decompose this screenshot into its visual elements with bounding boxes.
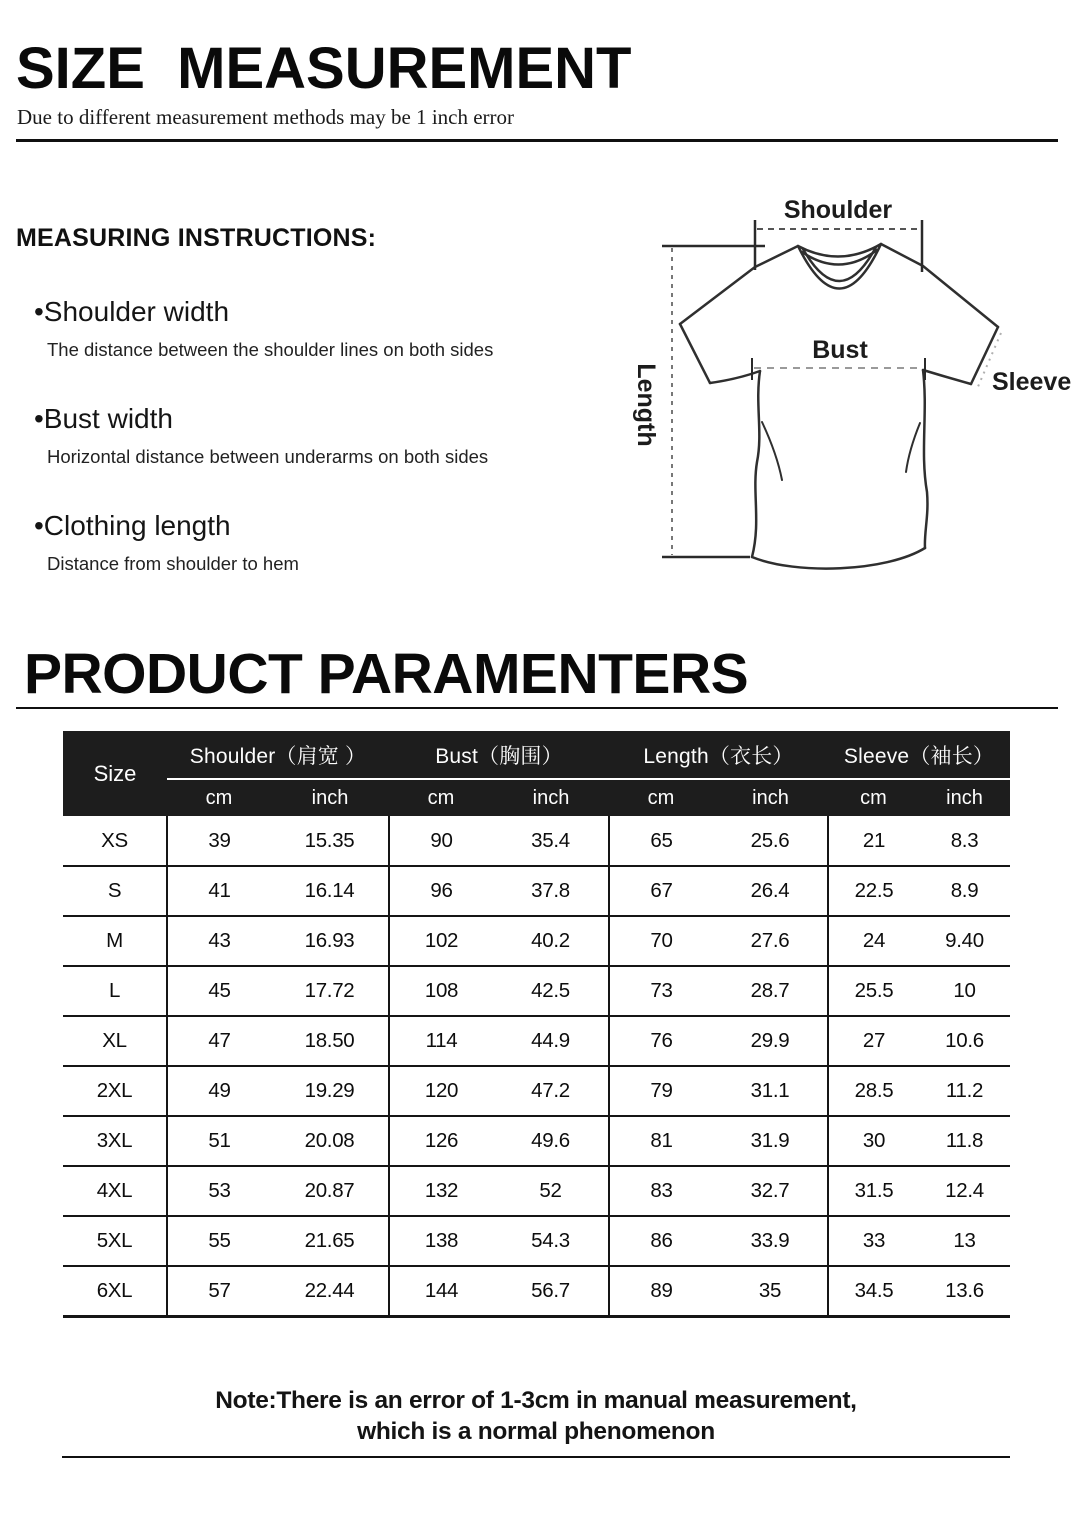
table-row: [63, 916, 1010, 966]
unit-header-inch: inch: [493, 779, 609, 816]
length-cm-cell: 86: [609, 1216, 713, 1266]
length-cm-cell: 89: [609, 1266, 713, 1316]
diagram-label-shoulder: Shoulder: [783, 196, 893, 224]
size-cell: S: [63, 866, 167, 916]
size-cell: 2XL: [63, 1066, 167, 1116]
bust-cm-cell: 108: [389, 966, 493, 1016]
sleeve-inch-cell: 10.6: [919, 1016, 1010, 1066]
table-row: [63, 816, 1010, 866]
size-table-header: [63, 731, 1010, 816]
sleeve-cm-cell: 25.5: [828, 966, 919, 1016]
length-inch-cell: 31.9: [713, 1116, 828, 1166]
length-inch-cell: 33.9: [713, 1216, 828, 1266]
length-inch-cell: 35: [713, 1266, 828, 1316]
length-cm-cell: 70: [609, 916, 713, 966]
sleeve-cm-cell: 34.5: [828, 1266, 919, 1316]
instruction-desc: Distance from shoulder to hem: [47, 552, 299, 574]
sleeve-inch-cell: 8.9: [919, 866, 1010, 916]
length-group-header: Length（衣长）: [609, 731, 828, 779]
unit-header-inch: inch: [713, 779, 828, 816]
shoulder-inch-cell: 20.08: [271, 1116, 389, 1166]
bust-inch-cell: 35.4: [493, 816, 609, 866]
shoulder-inch-cell: 19.29: [271, 1066, 389, 1116]
table-row: [63, 1016, 1010, 1066]
mid-divider: [16, 707, 1058, 709]
length-inch-cell: 27.6: [713, 916, 828, 966]
shoulder-cm-cell: 39: [167, 816, 271, 866]
size-cell: 3XL: [63, 1116, 167, 1166]
length-inch-cell: 28.7: [713, 966, 828, 1016]
bottom-divider: [62, 1456, 1010, 1458]
unit-header-cm: cm: [609, 779, 713, 816]
sleeve-inch-cell: 12.4: [919, 1166, 1010, 1216]
instruction-term: •Bust width: [34, 403, 173, 434]
sleeve-cm-cell: 33: [828, 1216, 919, 1266]
bust-inch-cell: 44.9: [493, 1016, 609, 1066]
diagram-label-length: Length: [632, 363, 660, 447]
instruction-term: •Clothing length: [34, 510, 231, 541]
shoulder-inch-cell: 16.93: [271, 916, 389, 966]
sleeve-cm-cell: 24: [828, 916, 919, 966]
instruction-item-shoulder: [34, 297, 493, 361]
shoulder-cm-cell: 53: [167, 1166, 271, 1216]
bust-inch-cell: 52: [493, 1166, 609, 1216]
measurement-note: [0, 1385, 1072, 1447]
bust-inch-cell: 49.6: [493, 1116, 609, 1166]
sleeve-inch-cell: 8.3: [919, 816, 1010, 866]
length-cm-cell: 81: [609, 1116, 713, 1166]
shoulder-cm-cell: 51: [167, 1116, 271, 1166]
sleeve-inch-cell: 13.6: [919, 1266, 1010, 1316]
table-row: [63, 966, 1010, 1016]
sleeve-cm-cell: 22.5: [828, 866, 919, 916]
bust-inch-cell: 56.7: [493, 1266, 609, 1316]
note-line-1: Note:There is an error of 1-3cm in manual measurement,: [215, 1387, 857, 1414]
page-title: SIZE MEASUREMENT: [16, 36, 632, 101]
sleeve-group-header: Sleeve（袖长）: [828, 731, 1010, 779]
size-table: [63, 731, 1010, 1318]
sleeve-cm-cell: 28.5: [828, 1066, 919, 1116]
size-cell: L: [63, 966, 167, 1016]
note-line-2: which is a normal phenomenon: [357, 1418, 715, 1445]
bust-inch-cell: 54.3: [493, 1216, 609, 1266]
bust-cm-cell: 126: [389, 1116, 493, 1166]
shoulder-cm-cell: 55: [167, 1216, 271, 1266]
tshirt-measurement-diagram: [600, 180, 1072, 600]
bust-cm-cell: 90: [389, 816, 493, 866]
table-row: [63, 1066, 1010, 1116]
bust-cm-cell: 144: [389, 1266, 493, 1316]
shoulder-inch-cell: 21.65: [271, 1216, 389, 1266]
bust-inch-cell: 37.8: [493, 866, 609, 916]
measurement-tick-lines: [662, 220, 925, 557]
table-row: [63, 1166, 1010, 1216]
size-cell: XS: [63, 816, 167, 866]
bust-cm-cell: 102: [389, 916, 493, 966]
shoulder-cm-cell: 57: [167, 1266, 271, 1316]
shoulder-cm-cell: 49: [167, 1066, 271, 1116]
bust-cm-cell: 96: [389, 866, 493, 916]
size-column-header: Size: [63, 731, 167, 816]
sleeve-cm-cell: 30: [828, 1116, 919, 1166]
diagram-label-bust: Bust: [812, 336, 868, 364]
length-cm-cell: 73: [609, 966, 713, 1016]
shoulder-inch-cell: 17.72: [271, 966, 389, 1016]
bust-inch-cell: 47.2: [493, 1066, 609, 1116]
instruction-term: •Shoulder width: [34, 296, 230, 327]
sleeve-inch-cell: 11.8: [919, 1116, 1010, 1166]
size-table-body: [63, 816, 1010, 1316]
unit-header-inch: inch: [919, 779, 1010, 816]
unit-header-cm: cm: [828, 779, 919, 816]
length-cm-cell: 67: [609, 866, 713, 916]
size-cell: 4XL: [63, 1166, 167, 1216]
table-row: [63, 866, 1010, 916]
bust-cm-cell: 138: [389, 1216, 493, 1266]
shoulder-group-header: Shoulder（肩宽 ）: [167, 731, 389, 779]
instruction-item-bust: [34, 404, 488, 468]
diagram-label-sleeve: Sleeve: [992, 368, 1072, 396]
length-inch-cell: 26.4: [713, 866, 828, 916]
instructions-heading: MEASURING INSTRUCTIONS:: [16, 224, 377, 252]
bust-group-header: Bust（胸围）: [389, 731, 609, 779]
unit-header-cm: cm: [167, 779, 271, 816]
instruction-desc: The distance between the shoulder lines on both sides: [47, 338, 494, 360]
table-row: [63, 1116, 1010, 1166]
sleeve-cm-cell: 31.5: [828, 1166, 919, 1216]
parameters-heading: PRODUCT PARAMENTERS: [24, 642, 749, 706]
size-cell: 5XL: [63, 1216, 167, 1266]
length-cm-cell: 79: [609, 1066, 713, 1116]
sleeve-inch-cell: 9.40: [919, 916, 1010, 966]
sleeve-cm-cell: 27: [828, 1016, 919, 1066]
shoulder-inch-cell: 20.87: [271, 1166, 389, 1216]
size-cell: 6XL: [63, 1266, 167, 1316]
shoulder-cm-cell: 45: [167, 966, 271, 1016]
bust-inch-cell: 40.2: [493, 916, 609, 966]
bust-cm-cell: 132: [389, 1166, 493, 1216]
length-inch-cell: 29.9: [713, 1016, 828, 1066]
unit-header-inch: inch: [271, 779, 389, 816]
instruction-item-length: [34, 511, 299, 575]
shoulder-cm-cell: 41: [167, 866, 271, 916]
shoulder-inch-cell: 15.35: [271, 816, 389, 866]
length-cm-cell: 83: [609, 1166, 713, 1216]
size-cell: M: [63, 916, 167, 966]
sleeve-inch-cell: 13: [919, 1216, 1010, 1266]
table-row: [63, 1266, 1010, 1316]
table-row: [63, 1216, 1010, 1266]
shoulder-inch-cell: 16.14: [271, 866, 389, 916]
shoulder-cm-cell: 47: [167, 1016, 271, 1066]
length-cm-cell: 76: [609, 1016, 713, 1066]
page-subtitle: Due to different measurement methods may be 1 inch error: [17, 105, 515, 129]
shoulder-inch-cell: 22.44: [271, 1266, 389, 1316]
unit-header-cm: cm: [389, 779, 493, 816]
sleeve-inch-cell: 11.2: [919, 1066, 1010, 1116]
size-cell: XL: [63, 1016, 167, 1066]
bust-cm-cell: 120: [389, 1066, 493, 1116]
top-divider: [16, 139, 1058, 142]
length-inch-cell: 32.7: [713, 1166, 828, 1216]
length-inch-cell: 25.6: [713, 816, 828, 866]
tshirt-outline-icon: [680, 244, 998, 569]
bust-cm-cell: 114: [389, 1016, 493, 1066]
sleeve-inch-cell: 10: [919, 966, 1010, 1016]
bust-inch-cell: 42.5: [493, 966, 609, 1016]
shoulder-cm-cell: 43: [167, 916, 271, 966]
length-inch-cell: 31.1: [713, 1066, 828, 1116]
shoulder-inch-cell: 18.50: [271, 1016, 389, 1066]
instruction-desc: Horizontal distance between underarms on both sides: [47, 445, 489, 467]
sleeve-cm-cell: 21: [828, 816, 919, 866]
length-cm-cell: 65: [609, 816, 713, 866]
